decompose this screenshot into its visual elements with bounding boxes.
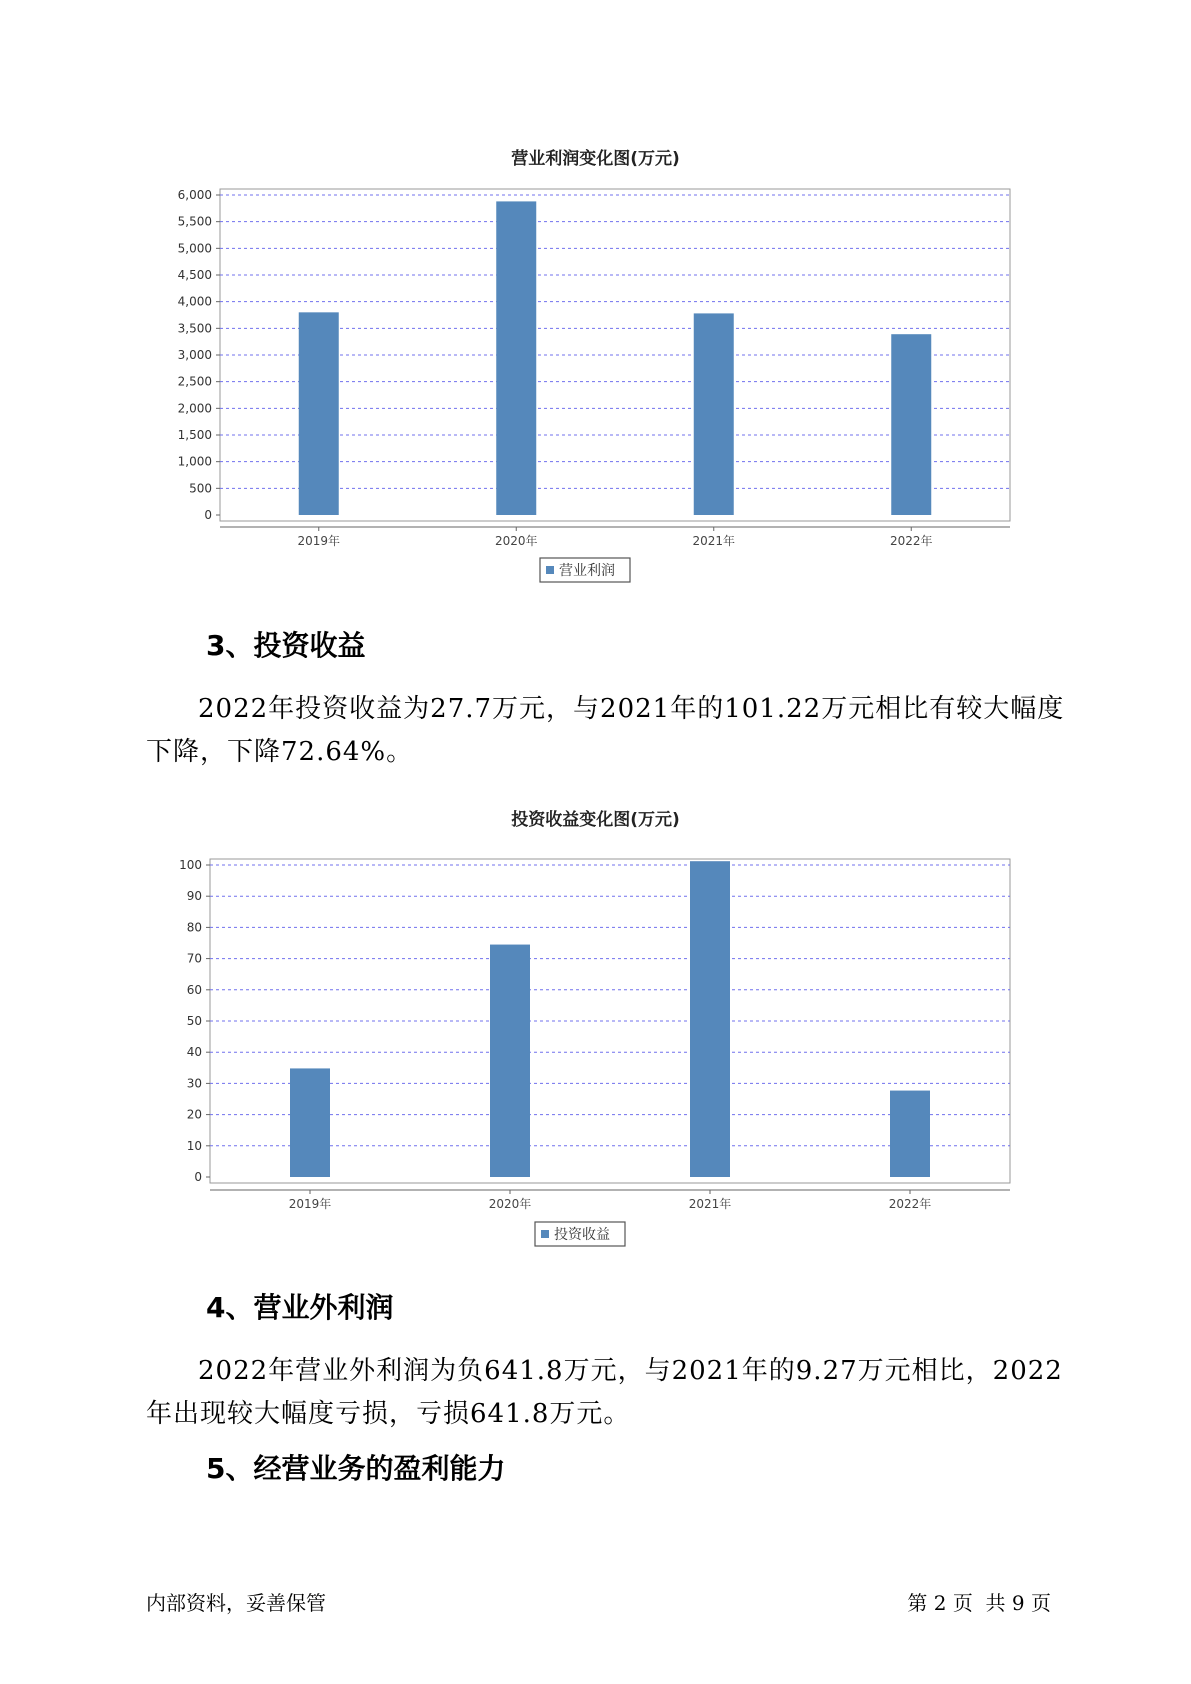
y-tick-label: 60 <box>186 982 202 997</box>
section-5-heading: 5、经营业务的盈利能力 <box>206 1452 506 1485</box>
y-tick-label: 500 <box>189 481 212 496</box>
x-tick-label: 2021年 <box>688 1197 732 1211</box>
footer-page-number: 第 2 页 共 9 页 <box>907 1591 1051 1615</box>
legend-label: 营业利润 <box>559 563 615 579</box>
x-tick-label: 2022年 <box>888 1197 932 1211</box>
legend-swatch <box>546 566 554 574</box>
y-tick-label: 1,000 <box>177 454 212 469</box>
y-tick-label: 100 <box>179 858 202 872</box>
y-tick-label: 4,000 <box>177 294 212 309</box>
investment-income-chart <box>0 835 1191 1255</box>
bar <box>496 201 536 515</box>
x-tick-label: 2021年 <box>692 534 736 548</box>
y-tick-label: 3,000 <box>177 348 212 362</box>
y-tick-label: 5,000 <box>177 241 212 256</box>
y-tick-label: 6,000 <box>177 188 212 202</box>
y-tick-label: 20 <box>186 1107 202 1122</box>
y-tick-label: 70 <box>186 951 202 966</box>
legend <box>535 1222 625 1246</box>
chart-title-operating-profit: 营业利润变化图(万元) <box>511 149 680 169</box>
y-tick-label: 40 <box>186 1045 202 1060</box>
y-tick-label: 0 <box>194 1170 202 1184</box>
y-tick-label: 90 <box>186 889 202 904</box>
bar <box>299 312 339 515</box>
bar <box>690 861 730 1177</box>
y-tick-label: 50 <box>186 1014 202 1028</box>
y-tick-label: 4,500 <box>177 268 212 282</box>
bar <box>890 1091 930 1177</box>
legend-swatch <box>541 1230 549 1238</box>
y-tick-label: 3,500 <box>177 321 212 336</box>
y-tick-label: 2,000 <box>177 401 212 416</box>
y-tick-label: 30 <box>186 1076 202 1091</box>
x-tick-label: 2022年 <box>889 534 933 548</box>
legend-label: 投资收益 <box>554 1227 610 1243</box>
y-tick-label: 80 <box>186 920 202 935</box>
operating-profit-chart <box>0 170 1191 590</box>
legend <box>540 558 630 582</box>
y-tick-label: 5,500 <box>177 214 212 229</box>
y-tick-label: 1,500 <box>177 428 212 442</box>
x-tick-label: 2020年 <box>488 1197 532 1211</box>
bar <box>490 945 530 1177</box>
x-tick-label: 2019年 <box>288 1197 332 1211</box>
y-tick-label: 0 <box>204 508 212 522</box>
footer-confidential-note: 内部资料，妥善保管 <box>146 1591 326 1615</box>
y-tick-label: 10 <box>186 1138 202 1153</box>
section-4-paragraph: 2022年营业外利润为负641.8万元，与2021年的9.27万元相比，2022年出现较大幅度亏损，亏损641.8万元。 <box>146 1356 1063 1429</box>
section-3-heading: 3、投资收益 <box>206 629 366 662</box>
bar <box>290 1068 330 1177</box>
section-3-paragraph: 2022年投资收益为27.7万元，与2021年的101.22万元相比有较大幅度下降，下降72.64%。 <box>146 694 1065 767</box>
bar <box>891 334 931 515</box>
section-4-heading: 4、营业外利润 <box>206 1291 394 1324</box>
chart-title-investment-income: 投资收益变化图(万元) <box>511 810 680 830</box>
bar <box>694 313 734 515</box>
x-tick-label: 2020年 <box>494 534 538 548</box>
x-tick-label: 2019年 <box>297 534 341 548</box>
y-tick-label: 2,500 <box>177 374 212 389</box>
